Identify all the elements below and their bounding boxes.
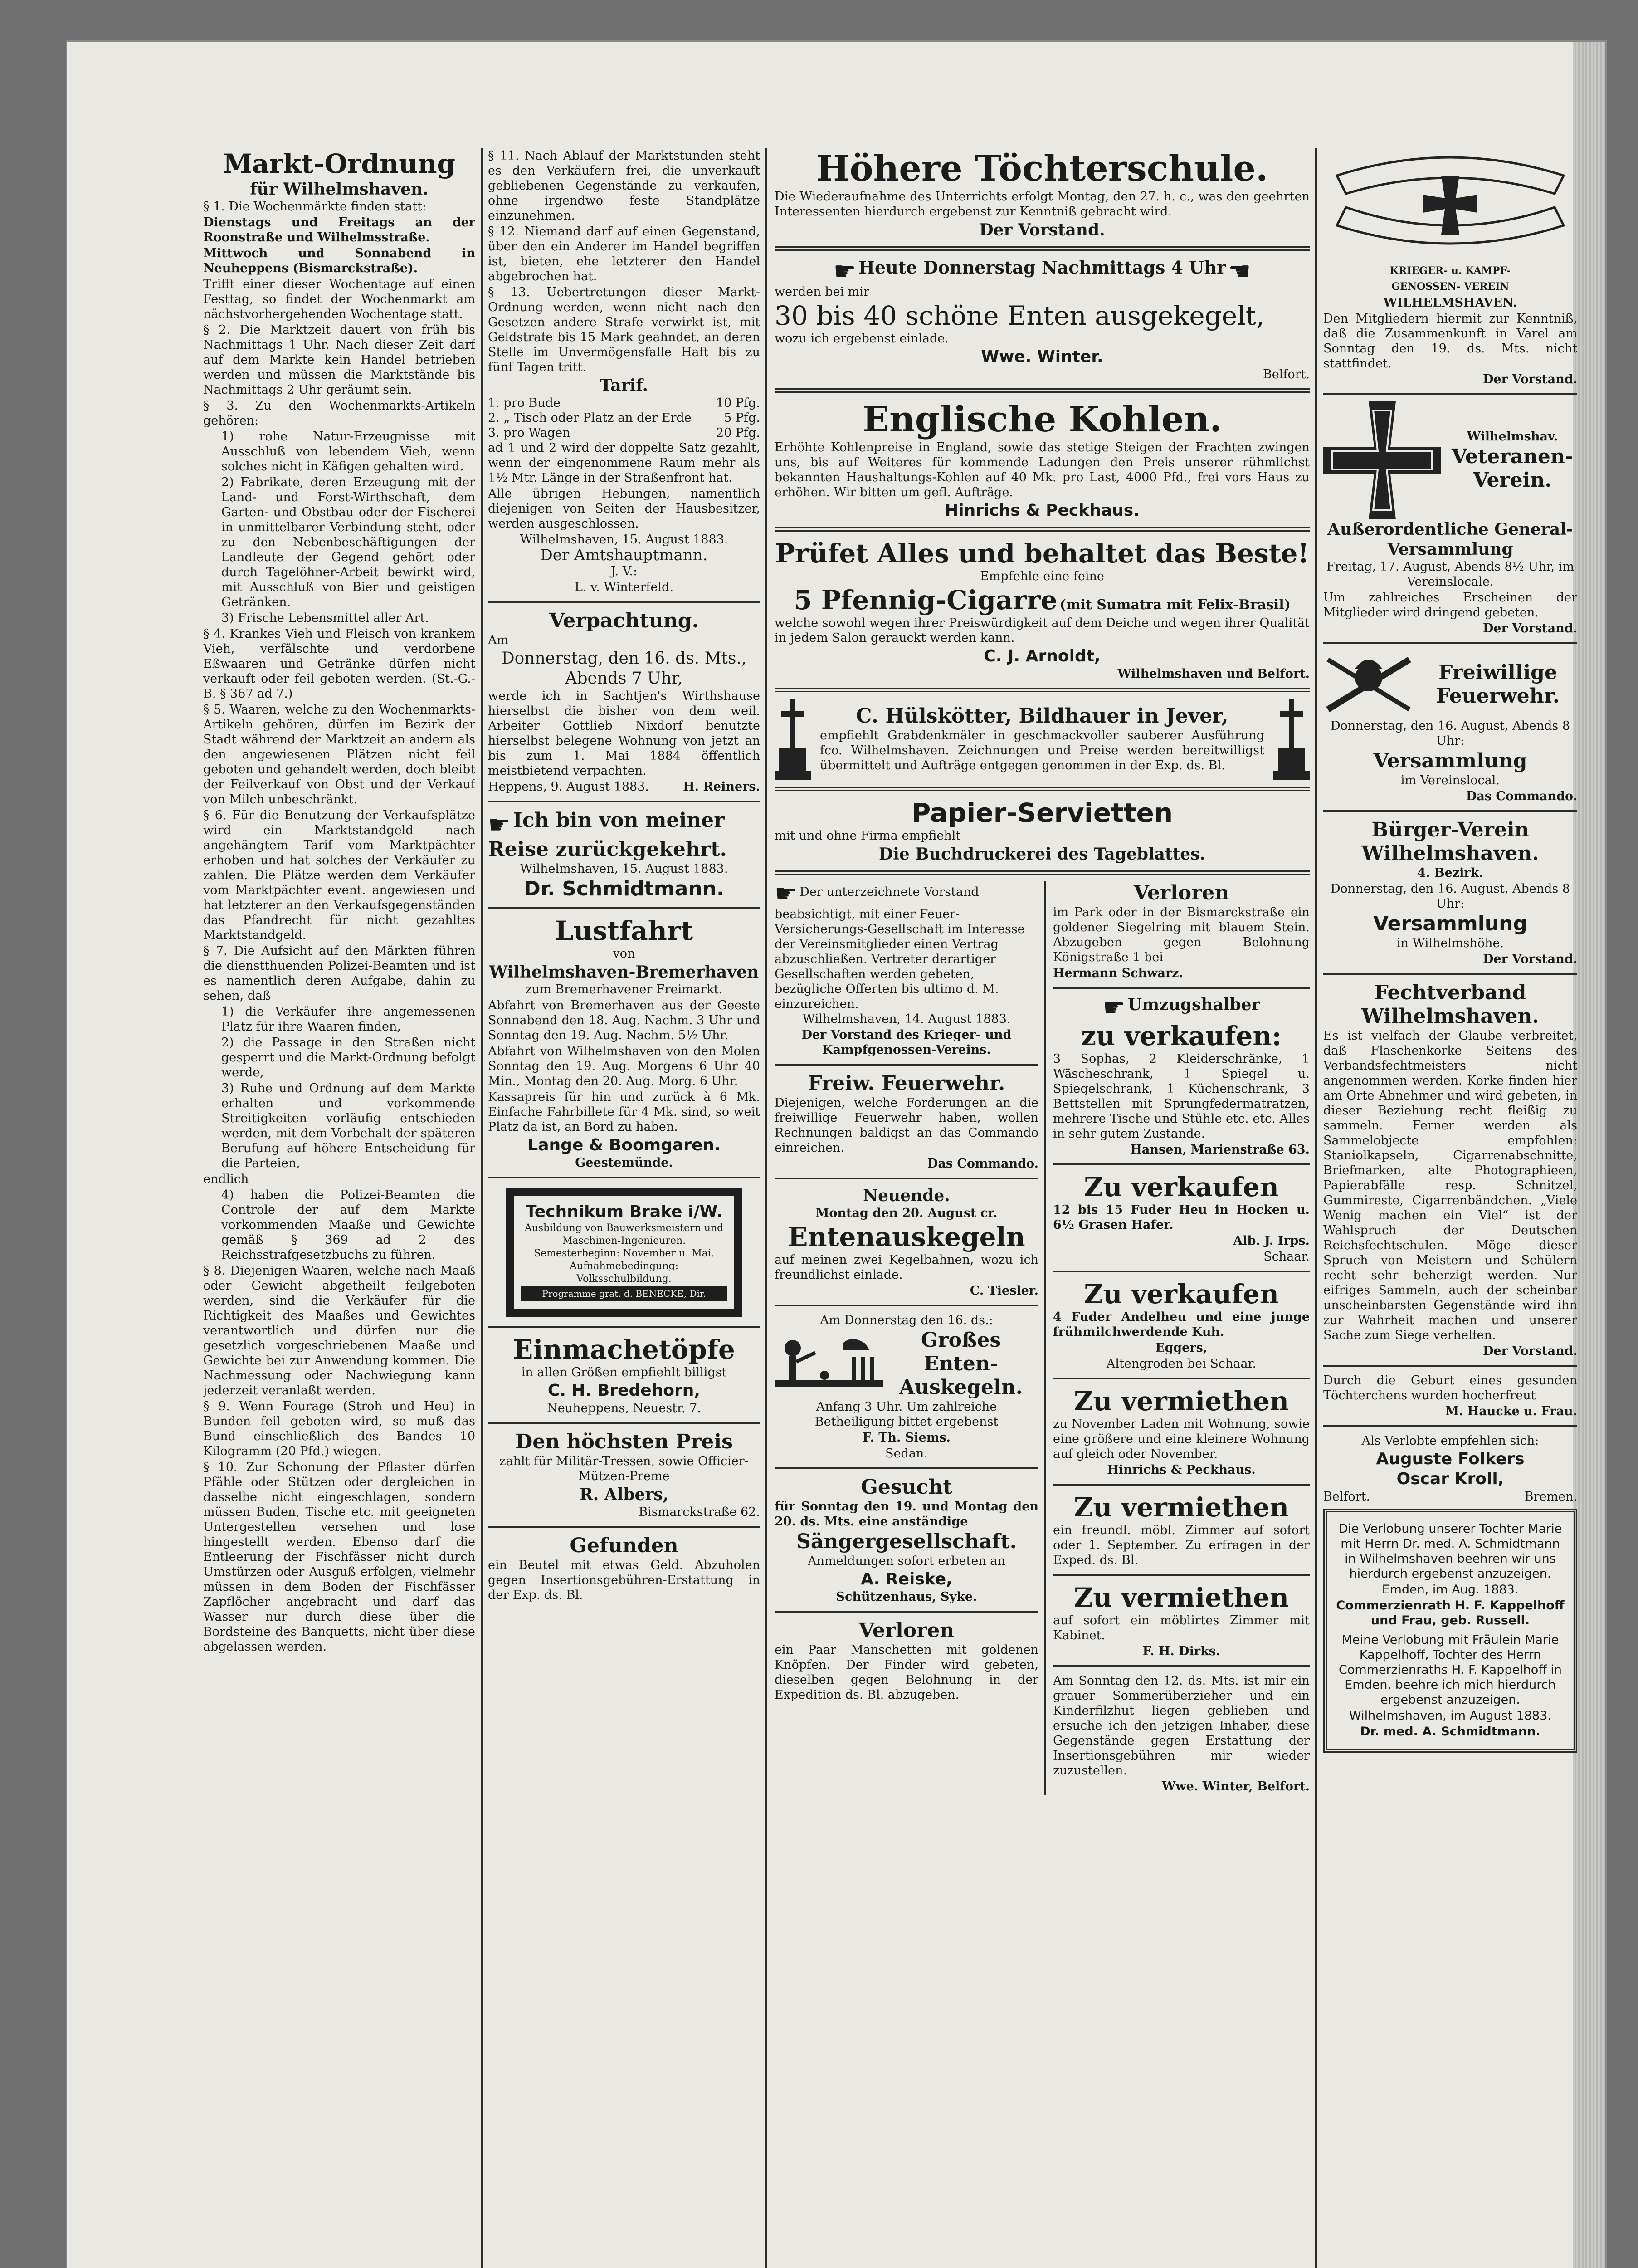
dateline: Wilhelmshaven, 15. August 1883. (520, 533, 728, 547)
iron-cross-ribbon-icon (1328, 148, 1573, 262)
verpachtung-am: Am (488, 633, 509, 647)
feuerwehr-versammlung: Versammlung (1373, 749, 1527, 772)
umzug-title: Umzugshalber (1127, 995, 1260, 1014)
servietten-signature: Die Buchdruckerei des Tageblattes. (879, 844, 1205, 864)
kegel-date: Montag den 20. August cr. (815, 1206, 998, 1220)
verlobte-name-2: Oscar Kroll, (1396, 1470, 1504, 1488)
freiw-title: Freiw. Feuerwehr. (808, 1071, 1005, 1095)
divider (775, 246, 1310, 251)
signature: Der Amtshauptmann. (540, 546, 708, 564)
krieger-ribbon-city: WILHELMSHAVEN. (1383, 296, 1517, 310)
tarif-label: 2. „ Tisch oder Platz an der Erde (488, 411, 692, 425)
tarif-row (488, 411, 760, 425)
inner-columns (775, 881, 1310, 1795)
zv1-place: Schaar. (1263, 1250, 1310, 1264)
para-8: § 8. Diejenigen Waaren, welche nach Maaß oder Gewicht abgetheilt feilgeboten werden, sind die Verkäufer für die Richtigkeit des Maaßes und Gewichtes verantwortlich und dürfen nur die gesetzlich vorgeschriebenen Maaße und Gewichte bei zur Anwendung kommen. Die Nachmessung oder Nachwiegung kann jederzeit veranlaßt werden. (203, 1264, 475, 1398)
list-item: 1) rohe Natur-Erzeugnisse mit Ausschluß von lebendem Vieh, wenn solches nicht in Käfigen gehalten wird. (221, 430, 475, 474)
veteranen-signature: Der Vorstand. (1483, 621, 1577, 635)
para-10: § 10. Zur Schonung der Pflaster dürfen Pfähle oder Stützen oder dergleichen in dasselbe nicht eingeschlagen, sondern müssen Buden, Tische etc. mit geeigneten Untergestellen versehen und lose hingestellt werden. Ebenso darf die Entleerung der Fischfässer nicht durch Umstürzen oder Ausguß erfolgen, vielmehr müssen in dem Boden der Fischfässer Zapflöcher angebracht und darf das Wasser nur durch diese über die Bordsteine des Banquetts, nicht über diese abgelassen werden. (203, 1460, 475, 1654)
list-item: 2) die Passage in den Straßen nicht gesperrt und die Markt-Ordnung befolgt werde, (221, 1036, 475, 1080)
kegel-text: auf meinen zwei Kegelbahnen, wozu ich freundlichst einlade. (775, 1252, 1038, 1282)
enten-pre: werden bei mir (775, 284, 869, 299)
feuerwehr-header (1323, 650, 1577, 719)
lustfahrt-signature: Lange & Boomgaren. (527, 1135, 721, 1154)
feuerwehr-title: Freiwillige Feuerwehr. (1436, 661, 1560, 708)
kohlen-title: Englische Kohlen. (862, 398, 1222, 440)
divider (775, 1064, 1038, 1066)
veteranen-title: Veteranen-Verein. (1451, 445, 1574, 492)
gross-ad (775, 1329, 1038, 1399)
divider (775, 1178, 1038, 1179)
tarif-value: 20 Pfg. (716, 426, 760, 440)
preis-address: Bismarckstraße 62. (639, 1505, 760, 1519)
kohlen-text: Erhöhte Kohlenpreise in England, sowie das stetige Steigen der Frachten zwingen uns, bis auf Weiteres für kommende Ladungen den Preis unserer rühmlichst bekannten Haushaltungs-Kohlen auf 40 Mk. pro Last, 4000 Pfd., frei vors Haus zu erhöhen. Wir bitten um gefl. Aufträge. (775, 440, 1310, 499)
zv1-text: 12 bis 15 Fuder Heu in Hocken u. 6½ Grasen Hafer. (1053, 1203, 1310, 1232)
einmachetoepfe-title: Einmachetöpfe (513, 1334, 735, 1365)
pointing-hand-icon: ☛ (775, 879, 798, 909)
freiw-signature: Das Commando. (927, 1156, 1038, 1171)
verloren-title: Verloren (1133, 881, 1229, 904)
gefunden-title: Gefunden (570, 1534, 678, 1557)
para-11: § 11. Nach Ablauf der Marktstunden steht es den Verkäufern frei, die unverkauft gebliebenen Gegenstände zu verkaufen, ohne irgendwo feste Standplätze einzunehmen. (488, 149, 760, 223)
verpachtung-date: Donnerstag, den 16. ds. Mts., Abends 7 Uhr, (501, 649, 747, 688)
preis-title: Den höchsten Preis (515, 1430, 733, 1453)
divider (1323, 393, 1577, 395)
umzug-text: 3 Sophas, 2 Kleiderschränke, 1 Wäscheschrank, 1 Spiegel u. Spiegelschrank, 1 Küchenschrank, 3 Bettstellen mit Sprungfedermatratzen, mehrere Tische und Stühle etc. etc. Alles in sehr gutem Zustande. (1053, 1052, 1310, 1141)
fechtverband-signature: Der Vorstand. (1483, 1344, 1577, 1358)
cigarre-signature: C. J. Arnoldt, (984, 646, 1101, 665)
zm2-text: ein freundl. möbl. Zimmer auf sofort oder 1. September. Zu erfragen in der Exped. ds. Bl. (1053, 1523, 1310, 1567)
buergerverein-versammlung: Versammlung (1373, 912, 1527, 935)
para-12: § 12. Niemand darf auf einen Gegenstand, über den ein Anderer im Handel begriffen ist, bieten, ehe letzterer den Handel abgebrochen hat. (488, 225, 760, 284)
list-item: 2) Fabrikate, deren Erzeugung mit der Land- und Forst-Wirthschaft, dem Garten- und Obstbau oder der Fischerei in unmittelbarer Verbindung steht, oder zu den Nebenbeschäftigungen der Landleute der Gegend gehört oder durch Tagelöhner-Arbeit bewirkt wird, mit Ausschluß von Bier und geistigen Getränken. (221, 475, 475, 609)
list-item: 3) Ruhe und Ordnung auf dem Markte erhalten und vorkommende Streitigkeiten vorläufig entschieden werden, mit dem Vorbehalt der späteren Berufung auf höhere Entscheidung für die Parteien, (221, 1081, 475, 1170)
divider (775, 1305, 1038, 1306)
verloren-title: Verloren (858, 1618, 955, 1642)
umzug-header (1053, 995, 1310, 1021)
sonntag-text: Am Sonntag den 12. ds. Mts. ist mir ein grauer Sommerüberzieher und ein Kinderfilzhut liegen geblieben und ersuche ich den jetzigen Inhaber, diese Gegenstände gegen Erstattung der Insertionsgebühren mir wieder zuzustellen. (1053, 1674, 1310, 1778)
return-notice (488, 809, 760, 861)
divider (488, 1177, 760, 1178)
verlobung-date: Emden, im Aug. 1883. (1382, 1583, 1519, 1597)
freiw-text: Diejenigen, welche Forderungen an die freiwillige Feuerwehr haben, wollen Rechnungen baldigst an das Commando einreichen. (775, 1095, 1038, 1155)
signature-name: L. v. Winterfeld. (575, 580, 673, 594)
divider (488, 801, 760, 802)
krieger-text: Den Mitgliedern hiermit zur Kenntniß, daß die Zusammenkunft in Varel am Sonntag den 19. ds. Mts. nicht stattfindet. (1323, 312, 1577, 371)
technikum-ad (506, 1188, 742, 1317)
verlobung-date-2: Wilhelmshaven, im August 1883. (1349, 1709, 1551, 1723)
enten-signature: Wwe. Winter. (981, 347, 1103, 366)
market-order-subtitle: für Wilhelmshaven. (250, 180, 429, 199)
divider (775, 688, 1310, 692)
feuer-versicherung (775, 881, 1038, 1012)
divider (1053, 1665, 1310, 1667)
column-2 (488, 148, 760, 2268)
lustfahrt-von: von (613, 946, 635, 961)
zv2-text: 4 Fuder Andelheu und eine junge frühmilchwerdende Kuh. (1053, 1310, 1310, 1339)
buergerverein-signature: Der Vorstand. (1483, 952, 1577, 966)
einmachetoepfe-address: Neuheppens, Neuestr. 7. (547, 1401, 701, 1415)
tarif-row (488, 396, 760, 411)
divider (488, 1526, 760, 1528)
column-rule (765, 148, 767, 2268)
veteranen-titles (1448, 429, 1577, 492)
kegel-title: Entenauskegeln (788, 1221, 1025, 1252)
servietten-title: Papier-Servietten (911, 797, 1173, 828)
buergerverein-date: Donnerstag, den 16. August, Abends 8 Uhr: (1330, 882, 1570, 911)
para-5: § 5. Waaren, welche zu den Wochenmarkts-Artikeln gehören, dürfen im Bezirk der Stadt während der Marktzeit an andern als den angewiesenen Plätzen nicht feil geboten und gehandelt werden, doch bleibt der Feilverkauf von Obst und der Verkauf von Milch unbeschränkt. (203, 703, 475, 807)
para-1b: Trifft einer dieser Wochentage auf einen Festtag, so findet der Wochenmarkt am nächstvorhergehenden Wochentage statt. (203, 277, 475, 321)
enten-place: Belfort. (1263, 367, 1310, 381)
divider (775, 1611, 1038, 1613)
tarif-label: 1. pro Bude (488, 396, 561, 410)
krieger-emblem (1323, 148, 1577, 264)
dateline: Wilhelmshaven, 15. August 1883. (520, 861, 728, 876)
divider (1323, 642, 1577, 644)
pointing-hand-icon: ☛ (1102, 993, 1126, 1022)
lustfahrt-title: Lustfahrt (555, 915, 693, 946)
cigarre-place: Wilhelmshaven und Belfort. (1117, 666, 1310, 681)
verlobte-places (1323, 1489, 1577, 1504)
gefunden-text: ein Beutel mit etwas Geld. Abzuholen gegen Insertionsgebühren-Erstattung in der Exp. ds. Bl. (488, 1558, 760, 1602)
zm1-signature: Hinrichs & Peckhaus. (1107, 1463, 1256, 1477)
enten-post: wozu ich ergebenst einlade. (775, 331, 949, 346)
huelskoetter-ad (775, 699, 1310, 780)
umzug-signature: Hansen, Marienstraße 63. (1130, 1143, 1310, 1157)
market-days-1: Dienstags und Freitags an der Roonstraße und Wilhelmsstraße. (203, 215, 475, 244)
gross-head: Am Donnerstag den 16. ds.: (820, 1313, 993, 1327)
preis-text: zahlt für Militär-Tressen, sowie Officier-Mützen-Preme (499, 1454, 749, 1483)
zm1-title: Zu vermiethen (1073, 1386, 1289, 1417)
tarif-note-2: Alle übrigen Hebungen, namentlich diejenigen von Seiten der Hausbesitzer, werden ausgeschlossen. (488, 487, 760, 531)
verlobte-place: Belfort. (1323, 1490, 1370, 1504)
bowling-scene-icon (775, 1330, 883, 1398)
cigarre-pre: Empfehle eine feine (980, 569, 1104, 583)
zv1-signature: Alb. J. Irps. (1233, 1234, 1310, 1248)
verloren-signature: Hermann Schwarz. (1053, 966, 1183, 980)
cigarre-text: welche sowohl wegen ihrer Preiswürdigkeit auf dem Deiche und wegen ihrer Qualität in jedem Salon gerauckt werden kann. (775, 616, 1310, 645)
para-2: § 2. Die Marktzeit dauert von früh bis Nachmittags 1 Uhr. Nach dieser Zeit darf auf dem Markte kein Handel betrieben werden und müssen die Marktstände bis Nachmittags 2 Uhr geräumt sein. (203, 323, 475, 397)
pointing-hand-icon: ☛ (833, 256, 856, 286)
lustfahrt-route: Wilhelmshaven-Bremerhaven (489, 962, 759, 982)
divider (1053, 1271, 1310, 1272)
enten-head: Heute Donnerstag Nachmittags 4 Uhr (858, 257, 1226, 278)
tarif-note: ad 1 und 2 wird der doppelte Satz gezahlt, wenn der eingenommene Raum mehr als 1½ Mtr. Länge in der Straßenfront hat. (488, 441, 760, 485)
saenger-place: Schützenhaus, Syke. (836, 1589, 977, 1604)
saenger-title: Sängergesellschaft. (796, 1530, 1017, 1553)
zm3-signature: F. H. Dirks. (1142, 1644, 1220, 1658)
iron-cross-icon (1323, 401, 1441, 519)
veteranen-head: Wilhelmshav. (1467, 429, 1558, 444)
sonntag-signature: Wwe. Winter, Belfort. (1162, 1779, 1310, 1794)
huelskoetter-text: empfiehlt Grabdenkmäler in geschmackvoller sauberer Ausführung fco. Wilhelmshaven. Zeichnungen und Preise werden bereitwilligst übermittelt und Aufträge entgegen genommen in der Exp. ds. Bl. (820, 728, 1264, 772)
tarif-title: Tarif. (600, 376, 648, 395)
verlobung-signature: Commerzienrath H. F. Kappelhoff und Frau, geb. Russell. (1336, 1598, 1565, 1628)
para-6: § 6. Für die Benutzung der Verkaufsplätze wird ein Marktstandgeld nach angehängtem Tarif vom Marktpächter erhoben und hat solches der Verkäufer zu zahlen. Die Plätze werden dem Verkäufer vom Marktpächter event. angewiesen und hat letzterer an den Verkaufsgegenständen das Pfandrecht für nicht gezahltes Marktstandgeld. (203, 808, 475, 942)
firefighter-emblem-icon (1323, 650, 1414, 719)
verloren-text: ein Paar Manschetten mit goldenen Knöpfen. Der Finder wird gebeten, dieselben gegen Belohnung in der Expedition ds. Bl. abzugeben. (775, 1642, 1038, 1702)
fechtverband-text: Es ist vielfach der Glaube verbreitet, daß Flaschenkorke Seitens des Verbandsfechtmeisters nicht angenommen werden. Korke finden hier am Orte Abnehmer und wird gebeten, in dieser Beziehung recht fleißig zu sammeln. Ferner werden als Sammelobjecte empfohlen: Staniolkapseln, Cigarrenabschnitte, Briefmarken, alte Photographieen, Papierabfälle resp. Schnitzel, Gummireste, Cigarrenbändchen. „Viele Wenig machen ein Viel“ ist der Wahlspruch der Deutschen Reichsfechtschulen. Möge dieser Spruch von Meistern und Schülern recht sehr beherzigt werden. Nur eifriges Sammeln, auch der scheinbar unscheinbarsten Gegenstände wird ihn zur Wahrheit machen und unserer Sache zum Siege verhelfen. (1323, 1029, 1577, 1342)
zv2-title: Zu verkaufen (1084, 1279, 1279, 1310)
feuerwehr-date: Donnerstag, den 16. August, Abends 8 Uhr: (1330, 719, 1570, 748)
technikum-inner (514, 1196, 734, 1309)
cigarre-note: (mit Sumatra mit Felix-Brasil) (1059, 596, 1291, 613)
preis-signature: R. Albers, (579, 1485, 669, 1504)
feuerwehr-signature: Das Commando. (1466, 789, 1577, 803)
zv2-signature: Eggers, (1155, 1341, 1208, 1355)
verpachtung-title: Verpachtung. (549, 609, 699, 632)
veteranen-text-2: Um zahlreiches Erscheinen der Mitglieder wird dringend gebeten. (1323, 591, 1577, 620)
neuende-title: Neuende. (863, 1186, 950, 1205)
gross-place: Sedan. (885, 1446, 928, 1461)
column-3 (775, 148, 1310, 2268)
verlobte-pre: Als Verlobte empfehlen sich: (1361, 1434, 1539, 1448)
hoehere-signature: Der Vorstand. (979, 220, 1105, 240)
divider (1053, 1378, 1310, 1379)
lustfahrt-sub: zum Bremerhavener Freimarkt. (525, 982, 723, 997)
feuer-text: Der unterzeichnete Vorstand beabsichtigt, mit einer Feuer-Versicherungs-Gesellschaft im Interesse der Vereinsmitglieder einen Vertrag abzuschließen. Vertreter derartiger Gesellschaften werden gebeten, bezügliche Offerten bis ultimo d. M. einzureichen. (775, 885, 1025, 1011)
return-text: Ich bin von meiner Reise zurückgekehrt. (488, 809, 727, 861)
zm2-title: Zu vermiethen (1073, 1492, 1289, 1523)
lustfahrt-text: Abfahrt von Bremerhaven aus der Geeste Sonnabend den 18. Aug. Nachm. 3 Uhr und Sonntag den 19. Aug. Nachm. 5½ Uhr. (488, 998, 760, 1042)
zv1-title: Zu verkaufen (1084, 1172, 1279, 1202)
gross-title: Großes Enten-Auskegeln. (899, 1328, 1023, 1399)
tarif-row (488, 425, 760, 440)
divider (775, 1467, 1038, 1469)
list-item: 1) die Verkäufer ihre angemessenen Platz für ihre Waaren finden, (221, 1005, 475, 1034)
lustfahrt-place: Geestemünde. (575, 1155, 673, 1170)
para-3: § 3. Zu den Wochenmarkts-Artikeln gehören: (203, 399, 475, 428)
para-7: § 7. Die Aufsicht auf den Märkten führen die dienstthuenden Polizei-Beamten und ist es namentlich deren Aufgabe, dahin zu sehen, daß (203, 944, 475, 1003)
pruefet-title: Prüfet Alles und behaltet das Beste! (775, 538, 1309, 569)
krieger-signature: Der Vorstand. (1483, 372, 1577, 386)
enten-big: 30 bis 40 schöne Enten ausgekegelt, (775, 300, 1265, 331)
divider (1323, 1425, 1577, 1427)
lustfahrt-text: Kassapreis für hin und zurück à 6 Mk. Einfache Fahrbillete für 4 Mk. sind, so weit Platz da ist, an Bord zu haben. (488, 1090, 760, 1134)
para-4: § 4. Krankes Vieh und Fleisch von krankem Vieh, verfälschte und verdorbene Eßwaaren und Getränke dürfen nicht verkauft oder feil geboten werden. (St.-G.-B. § 367 ad 7.) (203, 627, 475, 701)
gross-signature: F. Th. Siems. (863, 1430, 951, 1445)
divider (775, 388, 1310, 393)
technikum-title: Technikum Brake i/W. (525, 1202, 723, 1221)
divider (488, 907, 760, 909)
veteranen-text: Freitag, 17. August, Abends 8½ Uhr, im Vereinslocale. (1326, 560, 1574, 589)
market-days-2: Mittwoch und Sonnabend in Neuheppens (Bismarckstraße). (203, 246, 475, 275)
buergerverein-place: in Wilhelmshöhe. (1396, 936, 1504, 950)
dateline: Wilhelmshaven, 14. August 1883. (802, 1012, 1011, 1026)
pointing-hand-icon: ☛ (488, 810, 511, 840)
krieger-ribbon-text: KRIEGER- u. KAMPF- (1389, 265, 1511, 277)
fechtverband-title: Fechtverband Wilhelmshaven. (1361, 981, 1539, 1028)
divider (775, 527, 1310, 532)
column-rule (1315, 148, 1317, 2268)
newspaper-page (67, 42, 1605, 2268)
pointing-hand-left-icon: ☚ (1228, 256, 1251, 286)
divider (1053, 987, 1310, 989)
verlobung-text: Die Verlobung unserer Tochter Marie mit Herrn Dr. med. A. Schmidtmann in Wilhelmshaven beehren wir uns hierdurch ergebenst anzuzeigen. (1338, 1522, 1562, 1581)
gross-text: Anfang 3 Uhr. Um zahlreiche Betheiligung bittet ergebenst (814, 1399, 999, 1429)
huelskoetter-title: C. Hülskötter, Bildhauer in Jever, (856, 704, 1228, 728)
column-rule (481, 148, 483, 2268)
list-item: 3) Frische Lebensmittel aller Art. (221, 611, 429, 625)
verlobung-signature-2: Dr. med. A. Schmidtmann. (1360, 1725, 1540, 1739)
divider (1323, 810, 1577, 812)
veteranen-sub: Außerordentliche General-Versammlung (1327, 520, 1573, 559)
divider (1053, 1163, 1310, 1165)
verlobte-place: Bremen. (1524, 1490, 1577, 1504)
para-13: § 13. Uebertretungen dieser Markt-Ordnung werden, wenn nicht nach den Gesetzen andere Strafe verwirkt ist, mit Geldstrafe bis 15 Mark geahndet, an deren Stelle im Unvermögensfalle Haft bis zu fünf Tagen tritt. (488, 285, 760, 374)
saenger-text: Anmeldungen sofort erbeten an (808, 1554, 1005, 1568)
signature-jv: J. V.: (610, 564, 638, 578)
list-item: 4) haben die Polizei-Beamten die Controle der auf dem Markte vorkommenden Maaße und Gewichte gemäß § 369 ad 2 des Reichsstrafgesetzbuchs zu führen. (221, 1188, 475, 1262)
signature-schmidtmann: Dr. Schmidtmann. (524, 877, 724, 900)
gravestone-cross-icon (775, 699, 811, 780)
column-market-order (203, 148, 475, 2268)
zm3-title: Zu vermiethen (1073, 1582, 1289, 1613)
divider (1053, 1574, 1310, 1576)
divider (488, 1422, 760, 1424)
geburt-signature: M. Haucke u. Frau. (1445, 1404, 1577, 1418)
gesucht-title: Gesucht (861, 1475, 952, 1499)
para-endlich: endlich (203, 1172, 249, 1186)
einmachetoepfe-signature: C. H. Bredehorn, (547, 1381, 701, 1400)
kegel-signature: C. Tiesler. (970, 1283, 1038, 1298)
dateline: Heppens, 9. August 1883. (488, 780, 649, 794)
market-order-title: Markt-Ordnung (223, 148, 456, 179)
buergerverein-sub: 4. Bezirk. (1417, 866, 1483, 880)
hoehere-title: Höhere Töchterschule. (816, 148, 1268, 189)
divider (1323, 1365, 1577, 1367)
verlobung-box (1323, 1509, 1577, 1753)
divider (1053, 1484, 1310, 1486)
divider (488, 601, 760, 603)
geburt-text: Durch die Geburt eines gesunden Töchterchens wurden hocherfreut (1323, 1374, 1577, 1403)
para-9: § 9. Wenn Fourage (Stroh und Heu) in Bunden feil geboten wird, so muß das Bund einschließlich des Bandes 10 Kilogramm (20 Pfd.) wiegen. (203, 1399, 475, 1458)
zv2-place: Altengroden bei Schaar. (1106, 1357, 1257, 1371)
technikum-program: Programme grat. d. BENECKE, Dir. (521, 1286, 727, 1301)
einmachetoepfe-text: in allen Größen empfiehlt billigst (521, 1365, 727, 1379)
saenger-signature: A. Reiske, (861, 1569, 952, 1589)
technikum-text: Ausbildung von Bauwerksmeistern und Maschinen-Ingenieuren. Semesterbeginn: November u. Mai. Aufnahmebedingung: Volksschulbildung. (524, 1222, 724, 1285)
gravestone-cross-icon (1273, 699, 1310, 780)
cigarre-line (775, 585, 1310, 616)
tarif-label: 3. pro Wagen (488, 426, 570, 440)
buergerverein-title: Bürger-Verein Wilhelmshaven. (1361, 818, 1539, 865)
divider (488, 1326, 760, 1328)
divider (1323, 973, 1577, 975)
zm3-text: auf sofort ein möblirtes Zimmer mit Kabinet. (1053, 1613, 1310, 1642)
verpachtung-footer (488, 779, 760, 794)
zuverkaufen-title: zu verkaufen: (1081, 1021, 1282, 1051)
lustfahrt-text: Abfahrt von Wilhelmshaven von den Molen Sonntag den 19. Aug. Morgens 6 Uhr 40 Min., Montag den 20. Aug. Morg. 6 Uhr. (488, 1044, 760, 1088)
verlobung-text-2: Meine Verlobung mit Fräulein Marie Kappelhoff, Tochter des Herrn Commerzienraths H. F. Kappelhoff in Emden, beehre ich mich hierdurch ergebenst anzuzeigen. (1338, 1633, 1562, 1707)
kohlen-signature: Hinrichs & Peckhaus. (945, 501, 1140, 520)
inner-column-right (1053, 881, 1310, 1795)
column-5 (1323, 148, 1577, 2268)
divider (775, 787, 1310, 791)
para-1: § 1. Die Wochenmärkte finden statt: (203, 200, 426, 214)
gesucht-text: für Sonntag den 19. und Montag den 20. ds. Mts. eine anständige (775, 1499, 1038, 1529)
verlobte-name-1: Auguste Folkers (1376, 1450, 1525, 1468)
krieger-ribbon-text: GENOSSEN- VEREIN (1391, 281, 1509, 293)
inner-column-left (775, 881, 1046, 1795)
feuer-signature: Der Vorstand des Krieger- und Kampfgenossen-Vereins. (801, 1027, 1012, 1057)
signature: H. Reiners. (683, 780, 760, 794)
page-edge (1573, 42, 1605, 2268)
spacer (1336, 1629, 1565, 1633)
verloren-text: im Park oder in der Bismarckstraße ein goldener Siegelring mit blauem Stein. Abzugeben gegen Belohnung Königstraße 1 bei (1053, 905, 1310, 964)
servietten-text: mit und ohne Firma empfiehlt (775, 828, 961, 843)
divider (775, 870, 1310, 875)
hoehere-text: Die Wiederaufnahme des Unterrichts erfolgt Montag, den 27. h. c., was den geehrten Interessenten hierdurch ergebenst zur Kenntniß gebracht wird. (775, 190, 1310, 219)
cigarre-title: 5 Pfennig-Cigarre (794, 584, 1058, 616)
verpachtung-text: werde ich in Sachtjen's Wirthshause hierselbst die bisher von dem weil. Arbeiter Gottlieb Nixdorf benutzte hierselbst belegene Wohnung von jetzt an bis zum 1. Mai 1884 öffentlich meistbietend verpachten. (488, 689, 760, 778)
zm1-text: zu November Laden mit Wohnung, sowie eine größere und eine kleinere Wohnung auf gleich oder November. (1053, 1417, 1310, 1461)
veteranen-header (1323, 401, 1577, 519)
enten-header (775, 257, 1310, 284)
tarif-value: 5 Pfg. (724, 411, 760, 425)
huelskoetter-body (820, 704, 1264, 774)
tarif-value: 10 Pfg. (716, 396, 760, 410)
feuerwehr-place: im Vereinslocal. (1401, 773, 1500, 787)
